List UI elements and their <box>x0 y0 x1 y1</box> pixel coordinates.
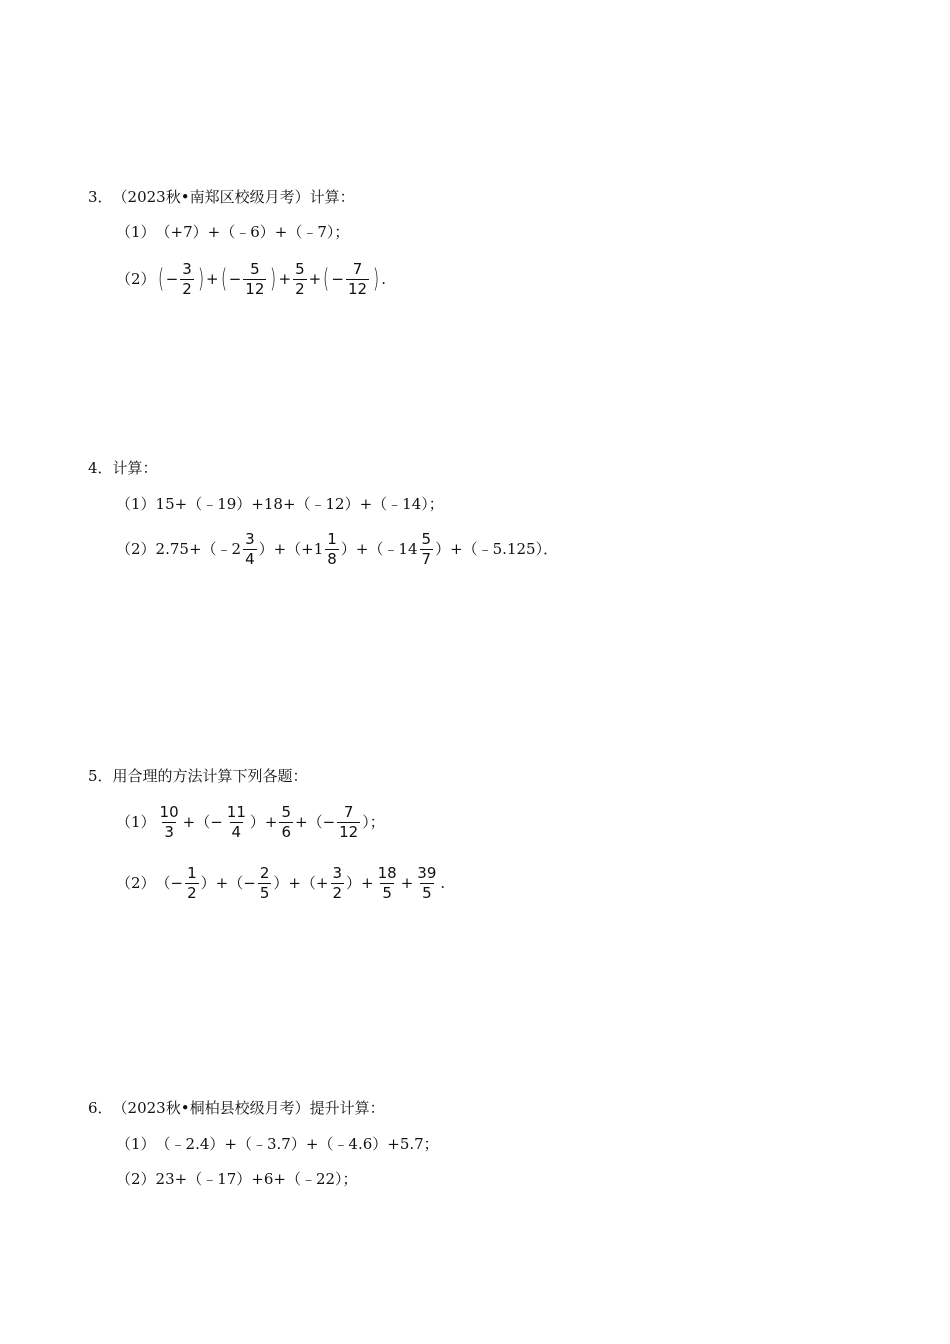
item-expression: （+7）+（﹣6）+（﹣7）； <box>155 223 350 241</box>
expression-part: ）+（+ <box>273 874 329 892</box>
problem-3-heading <box>88 187 355 207</box>
denominator: 5 <box>382 883 392 902</box>
expression-part: ）+（﹣ <box>340 540 399 558</box>
problem-5-item-1 <box>116 801 385 843</box>
left-paren: ( <box>323 264 330 294</box>
right-paren: ) <box>270 264 277 294</box>
numerator: 2 <box>259 863 270 882</box>
expression-part: + <box>400 874 414 892</box>
numerator: 3 <box>245 529 255 548</box>
fraction <box>331 864 345 903</box>
fraction <box>185 864 199 903</box>
denominator: 12 <box>339 822 359 841</box>
expression-part: ）； <box>362 813 385 831</box>
plus-sign: + <box>308 270 322 288</box>
problem-6-heading <box>88 1098 385 1118</box>
item-label: （1） <box>116 813 156 831</box>
problem-number: 3． <box>88 188 113 206</box>
item-label: （2） <box>116 270 156 288</box>
numerator: 5 <box>295 259 305 278</box>
problem-title: （2023秋•桐柏县校级月考）提升计算： <box>112 1099 385 1117</box>
numerator: 18 <box>377 863 397 882</box>
mixed-whole: 14 <box>398 540 418 558</box>
numerator: 39 <box>417 863 437 882</box>
denominator: 2 <box>332 883 343 902</box>
problem-4-heading <box>88 458 158 478</box>
denominator: 6 <box>281 822 291 841</box>
problem-title: 计算： <box>112 459 158 477</box>
fraction <box>279 803 293 842</box>
numerator: 5 <box>250 259 260 278</box>
expression-part: ）+（− <box>200 874 256 892</box>
problem-number: 5． <box>88 767 113 785</box>
problem-4-item-1 <box>116 494 444 514</box>
fraction <box>243 530 257 569</box>
problem-5-item-2 <box>116 862 445 904</box>
item-expression: 23+（﹣17）+6+（﹣22）； <box>155 1170 358 1188</box>
fraction <box>158 803 181 842</box>
numerator: 5 <box>281 802 291 821</box>
expression-part: ）+（+ <box>258 540 314 558</box>
numerator: 11 <box>226 802 246 821</box>
item-label: （2） <box>116 874 156 892</box>
minus-sign: − <box>331 270 344 288</box>
item-expression: （﹣2.4）+（﹣3.7）+（﹣4.6）+5.7； <box>155 1135 439 1153</box>
item-label: （1） <box>116 1135 156 1153</box>
denominator: 4 <box>231 822 242 841</box>
minus-sign: − <box>165 270 179 288</box>
period: . <box>440 874 446 892</box>
fraction <box>180 260 194 299</box>
problem-title: 用合理的方法计算下列各题： <box>112 767 308 785</box>
fraction <box>337 803 360 842</box>
minus-sign: − <box>228 270 242 288</box>
expression-part: +（− <box>182 813 223 831</box>
fraction <box>346 260 369 299</box>
problem-3-item-2 <box>116 258 386 300</box>
denominator: 2 <box>187 883 197 902</box>
problem-number: 6． <box>88 1099 113 1117</box>
numerator: 1 <box>187 863 197 882</box>
right-paren: ) <box>373 264 380 294</box>
fraction <box>258 864 272 903</box>
numerator: 1 <box>327 529 337 548</box>
mixed-whole: 1 <box>313 540 324 558</box>
denominator: 2 <box>182 279 192 298</box>
fraction <box>243 260 266 299</box>
mixed-whole: 2 <box>231 540 242 558</box>
expression-part: （− <box>155 874 184 892</box>
denominator: 5 <box>422 883 432 902</box>
plus-sign: + <box>278 270 292 288</box>
problem-title: （2023秋•南郑区校级月考）计算： <box>112 188 355 206</box>
numerator: 10 <box>159 802 179 821</box>
denominator: 5 <box>259 883 270 902</box>
problem-4-item-2 <box>116 528 558 570</box>
numerator: 5 <box>421 529 432 548</box>
item-label: （2） <box>116 540 156 558</box>
fraction <box>293 260 307 299</box>
denominator: 4 <box>245 549 255 568</box>
problem-6-item-2 <box>116 1169 358 1189</box>
expression-lead: 2.75+（﹣ <box>155 540 232 558</box>
problem-5-heading <box>88 766 308 786</box>
numerator: 3 <box>332 863 343 882</box>
period: . <box>381 270 387 288</box>
item-label: （2） <box>116 1170 156 1188</box>
problem-6-item-1 <box>116 1134 439 1154</box>
denominator: 7 <box>421 549 432 568</box>
denominator: 12 <box>245 279 265 298</box>
expression-part: ）+ <box>346 874 374 892</box>
denominator: 3 <box>164 822 174 841</box>
fraction <box>376 864 399 903</box>
expression-part: ）+（﹣5.125）． <box>435 540 559 558</box>
expression-part: ）+ <box>249 813 278 831</box>
fraction <box>325 530 339 569</box>
denominator: 12 <box>347 279 368 298</box>
item-expression: 15+（﹣19）+18+（﹣12）+（﹣14）； <box>155 495 444 513</box>
numerator: 7 <box>352 259 363 278</box>
right-paren: ) <box>197 264 204 294</box>
fraction <box>225 803 248 842</box>
numerator: 3 <box>182 259 192 278</box>
left-paren: ( <box>157 264 164 294</box>
numerator: 7 <box>343 802 354 821</box>
fraction <box>420 530 434 569</box>
problem-3-item-1 <box>116 222 349 242</box>
fraction <box>415 864 438 903</box>
denominator: 2 <box>295 279 305 298</box>
plus-sign: + <box>205 270 219 288</box>
problem-number: 4． <box>88 459 113 477</box>
item-label: （1） <box>116 223 156 241</box>
denominator: 8 <box>327 549 337 568</box>
expression-part: +（− <box>295 813 336 831</box>
left-paren: ( <box>220 264 227 294</box>
item-label: （1） <box>116 495 156 513</box>
